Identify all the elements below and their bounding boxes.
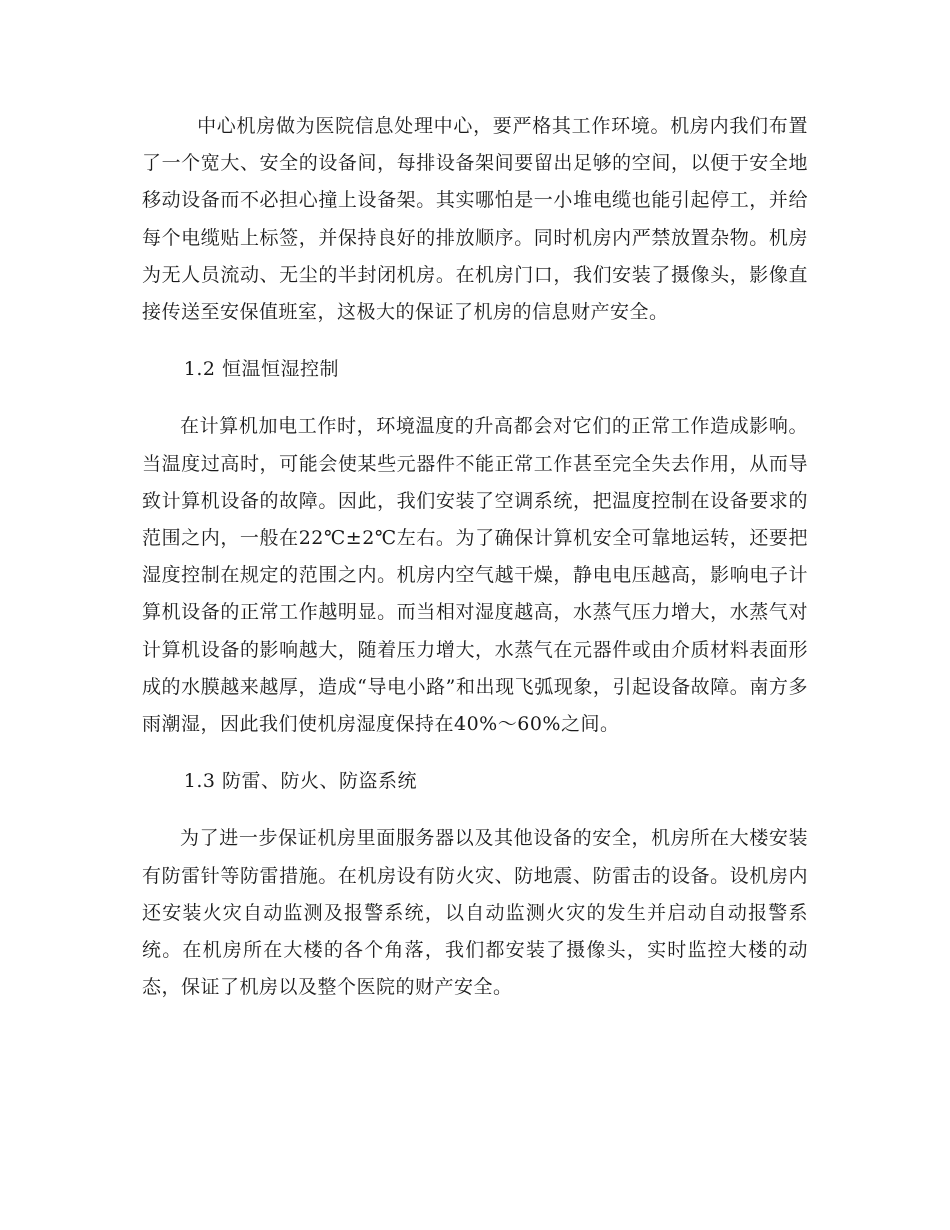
section-heading-1-3: 1.3 防雷、防火、防盗系统 <box>183 770 418 793</box>
section-paragraph-1-2: 在计算机加电工作时，环境温度的升高都会对它们的正常工作造成影响。当温度过高时，可能会使某些元器件不能正常工作甚至完全失去作用，从而导致计算机设备的故障。因此，我们安装了空调系统，把温度控制在设备要求的范围之内，一般在22℃±2℃左右。为了确保计算机安全可靠地运转，还要把湿度控制在规定的范围之内。机房内空气越干燥，静电电压越高，影响电子计算机设备的正常工作越明显。而当相对湿度越高，水蒸气压力增大，水蒸气对计算机设备的影响越大，随着压力增大，水蒸气在元器件或由介质材料表面形成的水膜越来越厚，造成“导电小路”和出现飞弧现象，引起设备故障。南方多雨潮湿，因此我们使机房湿度保持在40%～60%之间。 <box>142 415 808 736</box>
section-paragraph-1-3: 为了进一步保证机房里面服务器以及其他设备的安全，机房所在大楼安装有防雷针等防雷措施。在机房设有防火灾、防地震、防雷击的设备。设机房内还安装火灾自动监测及报警系统，以自动监测火灾的发生并启动自动报警系统。在机房所在大楼的各个角落，我们都安装了摄像头，实时监控大楼的动态，保证了机房以及整个医院的财产安全。 <box>142 827 808 999</box>
document-body <box>142 108 808 1006</box>
section-heading-1-2: 1.2 恒温恒湿控制 <box>183 358 340 381</box>
intro-paragraph: 中心机房做为医院信息处理中心，要严格其工作环境。机房内我们布置了一个宽大、安全的设备间，每排设备架间要留出足够的空间，以便于安全地移动设备而不必担心撞上设备架。其实哪怕是一小堆电缆也能引起停工，并给每个电缆贴上标签，并保持良好的排放顺序。同时机房内严禁放置杂物。机房为无人员流动、无尘的半封闭机房。在机房门口，我们安装了摄像头，影像直接传送至安保值班室，这极大的保证了机房的信息财产安全。 <box>142 115 808 324</box>
